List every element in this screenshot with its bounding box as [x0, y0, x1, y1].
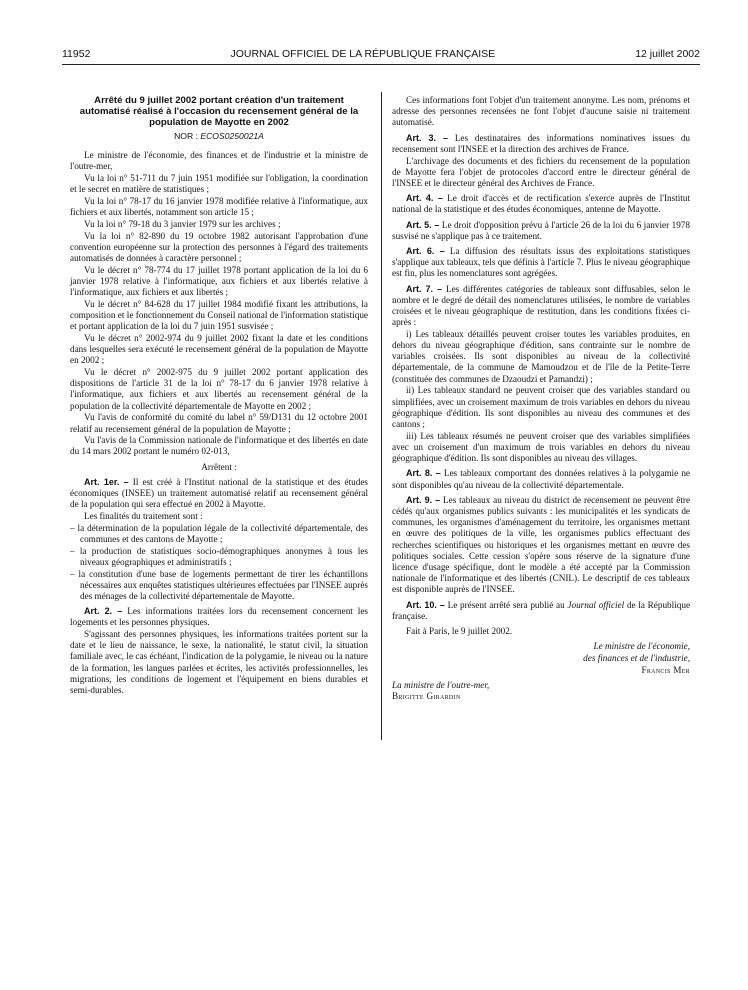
page-header: [62, 48, 700, 60]
visa-decret-2002-975: Vu le décret n° 2002-975 du 9 juillet 2002 portant application des dispositions de l'article 31 de la loi n° 78-17 du 6 janvier 1978 relative à l'informatique, aux fichiers et aux libertés au recensement général de la population de la collectivité départementale de Mayotte en 2002 ;: [70, 367, 368, 411]
article-3: [392, 133, 690, 155]
article-3-text: Les destinataires des informations nominatives issues du recensement sont l'INSEE et la direction des archives de France.: [392, 132, 691, 154]
visa-loi-1982: Vu la loi n° 82-890 du 19 octobre 1982 autorisant l'approbation d'une convention européenne sur la protection des personnes à l'égard des traitements automatisés de données à caractère personnel ;: [70, 230, 368, 264]
article-10-text-a: Le présent arrêté sera publié au: [447, 599, 565, 610]
article-4-text: Le droit d'accès et de rectification s'exerce auprès de l'Institut national de la statistique et des études économiques, antenne de Mayotte.: [392, 193, 690, 215]
article-7-item: ii) Les tableaux standard ne peuvent croiser que des variables standard ou simplifiées, avec un croisement maximum de trois variables en dehors du niveau géographique d'édition. Ils sont disponibles au niveau des communes et des cantons ;: [392, 385, 690, 429]
finalite-item: – la production de statistiques socio-démographiques anonymes à tous les niveaux géographiques et administratifs ;: [70, 546, 368, 568]
visa-decret-1984: Vu le décret n° 84-628 du 17 juillet 1984 modifié fixant les attributions, la composition et le fonctionnement du Conseil national de l'information statistique et portant application de la loi du 7 juin 1951 susvisée ;: [70, 298, 368, 332]
visa-decret-2002-974: Vu le décret n° 2002-974 du 9 juillet 2002 fixant la date et les conditions dans lesquelles sera exécuté le recensement général de la population de Mayotte en 2002 ;: [70, 332, 368, 366]
article-3-label: Art. 3. –: [406, 132, 449, 143]
article-7-item: i) Les tableaux détaillés peuvent croiser toutes les variables produites, en dehors du niveau géographique d'édition, sans contrainte sur le nombre de variables croisées. Ils sont disponibles au niveau de la collectivité départementale, de la commune de Mamoudzou et de l'île de la Petite-Terre (constituée des communes de Dzaoudzi et Pamandzi) ;: [392, 328, 690, 384]
nor-reference: [70, 131, 368, 142]
article-2: [70, 606, 368, 628]
article-9-text: Les tableaux au niveau du district de recensement ne peuvent être cédés qu'aux organismes publics suivants : les municipalités et les syndicats de communes, les organismes d'aménagement du territoire, les organismes mettant en œuvre des politiques de la ville, les organismes publics effectuant des recherches scientifiques ou historiques et les organismes mettant en œuvre des politiques sociales. Cette cession s'opère sous réserve de la signature d'une licence d'usage spécifique, dont le modèle a été accepté par la Commission nationale de l'informatique et des libertés (CNIL). Le descriptif de ces tableaux est disponible auprès de l'INSEE.: [392, 494, 691, 595]
header-date: 12 juillet 2002: [635, 48, 700, 60]
page-number: 11952: [62, 48, 91, 60]
anonymity-paragraph: Ces informations font l'objet d'un traitement anonyme. Les nom, prénoms et adresse des personnes recensées ne font l'objet d'aucune saisie ni traitement automatisé.: [392, 95, 690, 128]
article-2-text: Les informations traitées lors du recensement concernent les logements et les personnes physiques.: [70, 606, 368, 628]
visa-avis-cnil: Vu l'avis de la Commission nationale de l'informatique et des libertés en date du 14 mars 2002 portant le numéro 02-013,: [70, 435, 368, 457]
arretent-heading: Arrêtent :: [201, 461, 237, 472]
finalite-item: – la constitution d'une base de logements permettant de tirer les échantillons nécessaires aux enquêtes statistiques ultérieures effectuées par l'INSEE auprès des ménages de la collectivité départementale de Mayotte.: [70, 569, 368, 603]
visa-avis-label: Vu l'avis de conformité du comité du label n° 59/D131 du 12 octobre 2001 relatif au recensement général de la population de Mayotte ;: [70, 412, 368, 434]
right-column: [392, 95, 690, 703]
article-8-label: Art. 8. –: [406, 468, 441, 479]
article-7-item: iii) Les tableaux résumés ne peuvent croiser que des variables simplifiées avec un croisement d'un maximum de trois variables en dehors du niveau géographique d'édition. Ils sont disponibles au niveau des villages.: [392, 430, 690, 464]
article-7-label: Art. 7. –: [406, 283, 443, 294]
article-1-text: Il est créé à l'Institut national de la statistique et des études économiques (INSEE) un traitement automatisé relatif au recensement général de la population qui sera effectué en 2002 à Mayotte.: [70, 476, 369, 510]
article-8: [392, 468, 690, 490]
article-2-paragraph: S'agissant des personnes physiques, les informations traitées portent sur la date et le lieu de naissance, le sexe, la nationalité, le statut civil, la situation familiale avec, le cas échéant, l'indication de la polygamie, le niveau ou la nature de la formation, les langues parlées et écrites, les activités professionnelles, les migrations, les conditions de logement et l'équipement en biens durables et semi-durables.: [70, 629, 368, 696]
article-4-label: Art. 4. –: [406, 193, 443, 204]
preamble-ministers: Le ministre de l'économie, des finances et de l'industrie et la ministre de l'outre-mer,: [70, 150, 368, 172]
article-8-text: Les tableaux comportant des données relatives à la polygamie ne sont disponibles qu'au niveau de la collectivité départementale.: [392, 468, 690, 490]
signatory-name: Francis Mer: [641, 664, 690, 675]
signature-minister-economy-title-2: [392, 653, 690, 664]
article-6-label: Art. 6. –: [406, 245, 445, 256]
article-2-label: Art. 2. –: [84, 606, 123, 617]
article-7-text: Les différentes catégories de tableaux sont diffusables, selon le nombre et le degré de détail des nomenclatures utilisées, le nombre de variables croisées et le niveau géographique de restitution, dans les conditions fixées ci-après :: [392, 283, 690, 328]
visa-loi-1951: Vu la loi n° 51-711 du 7 juin 1951 modifiée sur l'obligation, la coordination et le secret en matière de statistiques ;: [70, 173, 368, 195]
article-10: [392, 600, 690, 622]
signatory-name: Brigitte Girardin: [392, 691, 461, 702]
header-rule: [62, 64, 700, 65]
article-3-paragraph: L'archivage des documents et des fichiers du recensement de la population de Mayotte fera l'objet de protocoles d'accord entre le directeur général de l'INSEE et le directeur général des Archives de France.: [392, 155, 690, 188]
article-10-label: Art. 10. –: [406, 599, 445, 610]
article-10-text-b: de la République française.: [392, 599, 691, 621]
article-5: [392, 220, 690, 242]
article-7: [392, 284, 690, 329]
finalite-item: – la détermination de la population légale de la collectivité départementale, des communes et des cantons de Mayotte ;: [70, 523, 368, 545]
signature-name-francis-mer: [392, 665, 690, 676]
article-5-text: Le droit d'opposition prévu à l'article 26 de la loi du 6 janvier 1978 susvisé ne s'applique pas à ce traitement.: [392, 219, 690, 241]
article-6: [392, 246, 690, 280]
journal-title: JOURNAL OFFICIEL DE LA RÉPUBLIQUE FRANÇAISE: [230, 48, 496, 60]
article-1-label: Art. 1er. –: [84, 476, 129, 487]
column-divider: [381, 92, 382, 740]
article-9-label: Art. 9. –: [406, 494, 441, 505]
decree-title: Arrêté du 9 juillet 2002 portant création d'un traitement automatisé réalisé à l'occasion du recensement général de la population de Mayotte en 2002: [79, 95, 359, 128]
article-5-label: Art. 5. –: [406, 219, 440, 230]
signature-minister-outremer-title: [392, 680, 690, 691]
visa-loi-1979: Vu la loi n° 79-18 du 3 janvier 1979 sur les archives ;: [84, 218, 281, 229]
signature-title-line: La ministre de l'outre-mer,: [392, 679, 490, 690]
article-6-text: La diffusion des résultats issus des exploitations statistiques s'applique aux tableaux, tels que définis à l'article 7. Plus le niveau géographique est fin, plus les nomenclatures sont agrégées.: [392, 245, 691, 279]
signature-title-line: des finances et de l'industrie,: [583, 652, 690, 663]
left-column: [70, 95, 368, 697]
nor-code: ECOS0250021A: [200, 131, 264, 141]
visa-decret-1978: Vu le décret n° 78-774 du 17 juillet 1978 portant application de la loi du 6 janvier 1978 relative à l'informatique, aux fichiers et aux libertés relative à l'informatique, aux fichiers et aux libertés ;: [70, 264, 368, 298]
article-1: [70, 477, 368, 511]
article-4: [392, 193, 690, 215]
signature-minister-economy-title: [392, 641, 690, 652]
signature-name-brigitte-girardin: [392, 691, 690, 702]
nor-label: NOR :: [174, 131, 198, 141]
journal-officiel-italic: Journal officiel: [567, 599, 625, 610]
fait-a-paris: Fait à Paris, le 9 juillet 2002.: [406, 625, 513, 636]
signature-title-line: Le ministre de l'économie,: [593, 641, 690, 652]
finalites-intro: Les finalités du traitement sont :: [84, 511, 203, 521]
visa-loi-1978: Vu la loi n° 78-17 du 16 janvier 1978 modifiée relative à l'informatique, aux fichiers et aux libertés, notamment son article 15 ;: [70, 196, 368, 218]
article-9: [392, 495, 690, 596]
